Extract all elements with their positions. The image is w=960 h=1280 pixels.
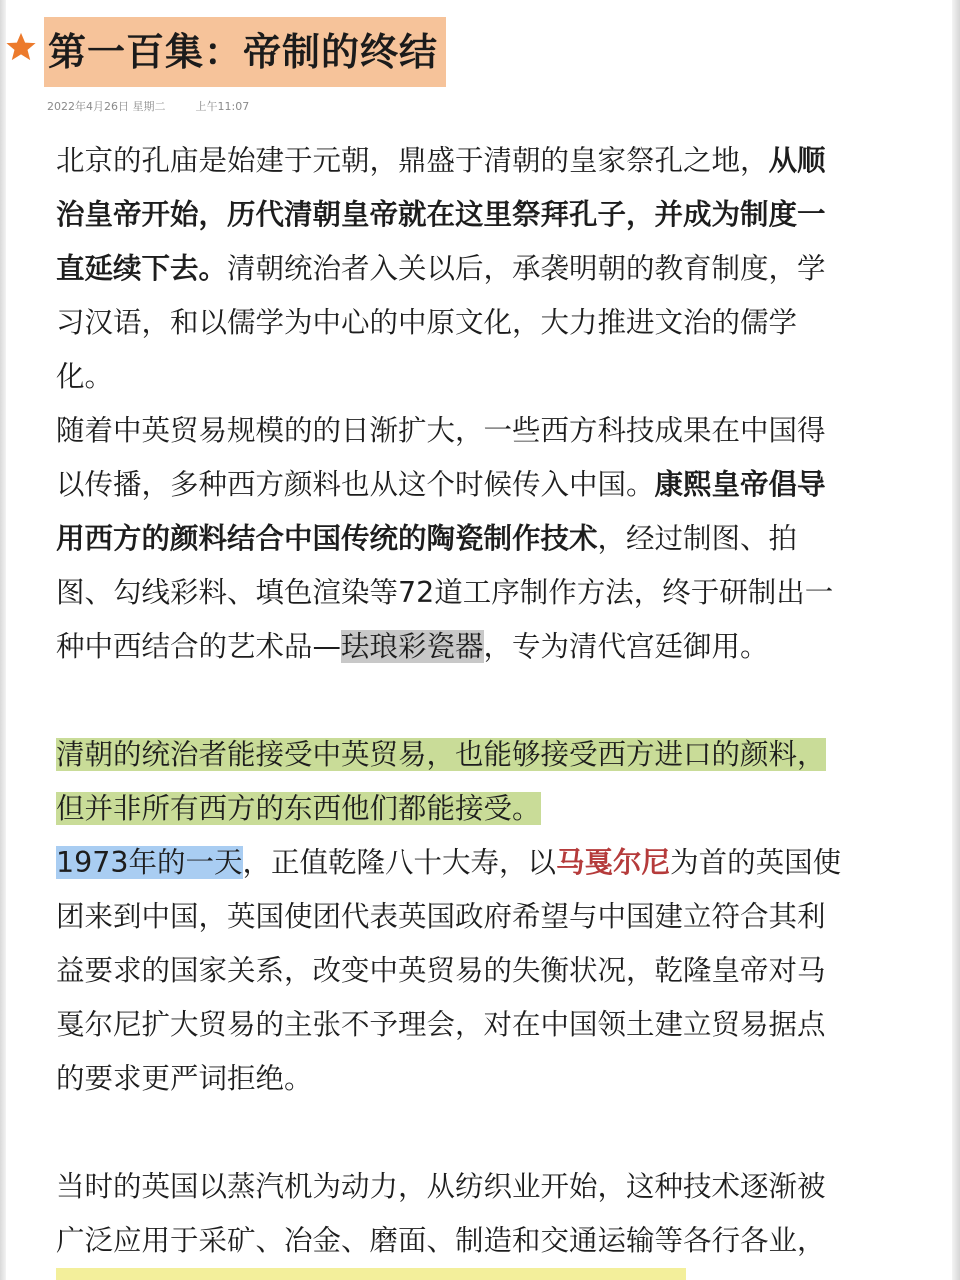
bold-text: 康熙皇帝倡导 <box>654 468 826 501</box>
text-span: 种中西结合的艺术品— <box>56 630 342 663</box>
text-line <box>56 782 926 836</box>
paragraph-confucius-temple <box>56 134 926 404</box>
text-span: 为首的英国使 <box>670 846 842 879</box>
text-span: 以传播，多种西方颜料也从这个时候传入中国。 <box>56 468 655 501</box>
page-right-edge <box>952 0 960 1280</box>
text-line: 随着中英贸易规模的的日渐扩大，一些西方科技成果在中国得 <box>56 414 826 447</box>
text-span: ，专为清代宫廷御用。 <box>483 630 769 663</box>
bold-text: 直延续下去。 <box>56 252 228 285</box>
note-date: 2022年4月26日 星期二 <box>47 100 166 113</box>
text-line: 习汉语，和以儒学为中心的中原文化，大力推进文治的儒学 <box>56 306 798 339</box>
bold-text: 用西方的颜料结合中国传统的陶瓷制作技术 <box>56 522 598 555</box>
text-line: 团来到中国，英国使团代表英国政府希望与中国建立符合其利 <box>56 900 826 933</box>
text-line: 的要求更严词拒绝。 <box>56 1062 313 1095</box>
paragraph-macartney-mission <box>56 836 926 1106</box>
text-line: 图、勾线彩料、填色渲染等72道工序制作方法，终于研制出一 <box>56 576 834 609</box>
text-span: ，正值乾隆八十大寿，以 <box>242 846 557 879</box>
cut-off-highlight-line <box>56 1268 686 1280</box>
blank-line <box>56 1106 926 1160</box>
green-highlighted-text: 但并非所有西方的东西他们都能接受。 <box>56 792 541 825</box>
text-line <box>56 512 926 566</box>
bold-text: 从顺 <box>768 144 826 177</box>
text-line <box>56 242 926 296</box>
text-line: 当时的英国以蒸汽机为动力，从纺织业开始，这种技术逐渐被 <box>56 1170 826 1203</box>
text-line: 广泛应用于采矿、冶金、磨面、制造和交通运输等各行各业， <box>56 1224 826 1257</box>
text-line <box>56 836 926 890</box>
note-body <box>56 134 926 1268</box>
text-line: 化。 <box>56 360 114 393</box>
text-line: 益要求的国家关系，改变中英贸易的失衡状况，乾隆皇帝对马 <box>56 954 826 987</box>
text-line <box>56 458 926 512</box>
text-span: 北京的孔庙是始建于元朝，鼎盛于清朝的皇家祭孔之地， <box>56 144 769 177</box>
paragraph-industrial-revolution <box>56 1160 926 1268</box>
gray-highlighted-text: 珐琅彩瓷器 <box>341 630 484 663</box>
blank-line <box>56 674 926 728</box>
paragraph-enamel-porcelain <box>56 404 926 674</box>
page-title: 第一百集：帝制的终结 <box>44 17 446 87</box>
red-emphasis-text: 马戛尔尼 <box>556 846 671 879</box>
text-line: 戛尔尼扩大贸易的主张不予理会，对在中国领土建立贸易据点 <box>56 1008 826 1041</box>
text-line <box>56 728 926 782</box>
star-icon <box>4 30 38 64</box>
paragraph-trade-acceptance <box>56 728 926 836</box>
note-timestamp <box>47 98 249 114</box>
page-left-edge <box>0 0 6 1280</box>
text-line <box>56 620 926 674</box>
green-highlighted-text: 清朝的统治者能接受中英贸易，也能够接受西方进口的颜料， <box>56 738 826 771</box>
text-span: 清朝统治者入关以后，承袭明朝的教育制度，学 <box>227 252 826 285</box>
blue-highlighted-text: 1973年的一天 <box>56 846 243 879</box>
text-span: ，经过制图、拍 <box>597 522 798 555</box>
text-line <box>56 134 926 188</box>
note-time: 上午11:07 <box>195 100 250 113</box>
bold-text-line: 治皇帝开始，历代清朝皇帝就在这里祭拜孔子，并成为制度一 <box>56 198 826 231</box>
